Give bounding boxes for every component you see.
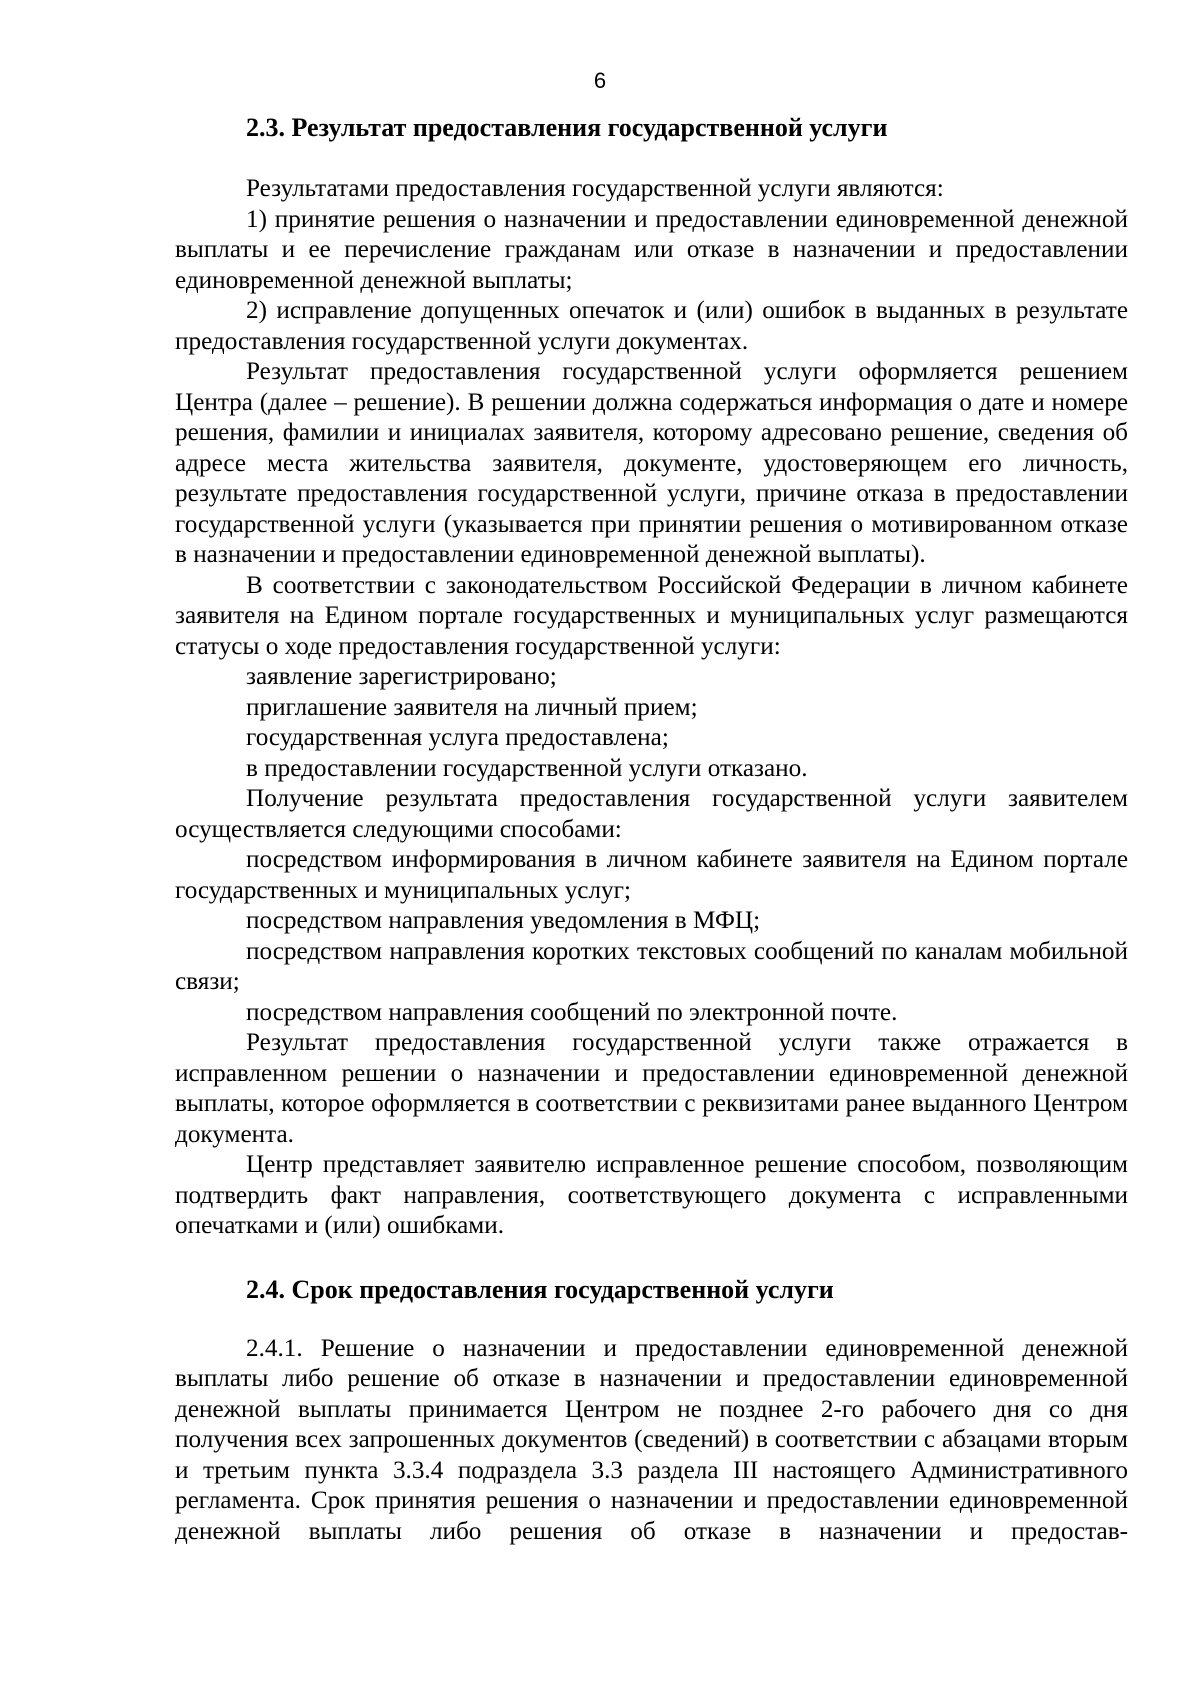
paragraph: 1) принятие решения о назначении и предоставлении единовременной денежной выплаты и ее перечисление гражданам или отказе в назначении и предоставлении единовременной денежной выплаты; <box>175 205 1128 294</box>
status-list-item: заявление зарегистрировано; <box>246 663 557 690</box>
paragraph: Центр представляет заявителю исправленное решение способом, позволяющим подтвердить факт направления, соответствующего документа с исправленными опечатками и (или) ошибками. <box>175 1151 1128 1239</box>
section-heading-2-3: 2.3. Результат предоставления государственной услуги <box>246 113 888 142</box>
section-2-3-body <box>175 174 1128 1242</box>
paragraph: Результатами предоставления государственной услуги являются: <box>246 175 944 202</box>
document-body <box>175 112 1128 1547</box>
section-2-4-body <box>175 1334 1128 1548</box>
paragraph: Получение результата предоставления государственной услуги заявителем осуществляется следующими способами: <box>175 785 1128 843</box>
section-heading-2-4: 2.4. Срок предоставления государственной услуги <box>246 1274 834 1304</box>
paragraph: 2) исправление допущенных опечаток и (или) ошибок в выданных в результате предоставления государственной услуги документах. <box>175 297 1128 355</box>
paragraph: В соответствии с законодательством Российской Федерации в личном кабинете заявителя на Едином портале государственных и муниципальных услуг размещаются статусы о ходе предоставления государственной услуги: <box>175 571 1128 660</box>
paragraph: Результат предоставления государственной услуги оформляется решением Центра (далее – решение). В решении должна содержаться информация о дате и номере решения, фамилии и инициалах заявителя, которому адресовано решение, сведения об адресе места жительства заявителя, документе, удостоверяющем его личность, результате предоставления государственной услуги, причине отказа в предоставлении государственной услуги (указывается при принятии решения о мотивированном отказе в назначении и предоставлении единовременной денежной выплаты). <box>175 358 1128 568</box>
paragraph: Результат предоставления государственной услуги также отражается в исправленном решении о назначении и предоставлении единовременной денежной выплаты, которое оформляется в соответствии с реквизитами ранее выданного Центром документа. <box>175 1029 1128 1148</box>
paragraph: 2.4.1. Решение о назначении и предоставлении единовременной денежной выплаты либо решение об отказе в назначении и предоставлении единовременной денежной выплаты принимается Центром не позднее 2-го рабочего дня со дня получения всех запрошенных документов (сведений) в соответствии с абзацами вторым и третьим пункта 3.3.4 подраздела 3.3 раздела III настоящего Административного регламента. Срок принятия решения о назначении и предоставлении единовременной денежной выплаты либо решения об отказе в назначении и предостав- <box>175 1334 1128 1545</box>
method-list-item: посредством направления коротких текстовых сообщений по каналам мобильной связи; <box>175 937 1128 995</box>
method-list-item: посредством направления уведомления в МФЦ; <box>246 907 761 934</box>
status-list-item: в предоставлении государственной услуги отказано. <box>246 754 808 782</box>
page-number: 6 <box>593 68 607 93</box>
method-list-item: посредством информирования в личном кабинете заявителя на Едином портале государственных и муниципальных услуг; <box>175 846 1128 904</box>
status-list-item: государственная услуга предоставлена; <box>246 724 669 751</box>
status-list-item: приглашение заявителя на личный прием; <box>246 693 698 721</box>
method-list-item: посредством направления сообщений по электронной почте. <box>246 998 898 1026</box>
